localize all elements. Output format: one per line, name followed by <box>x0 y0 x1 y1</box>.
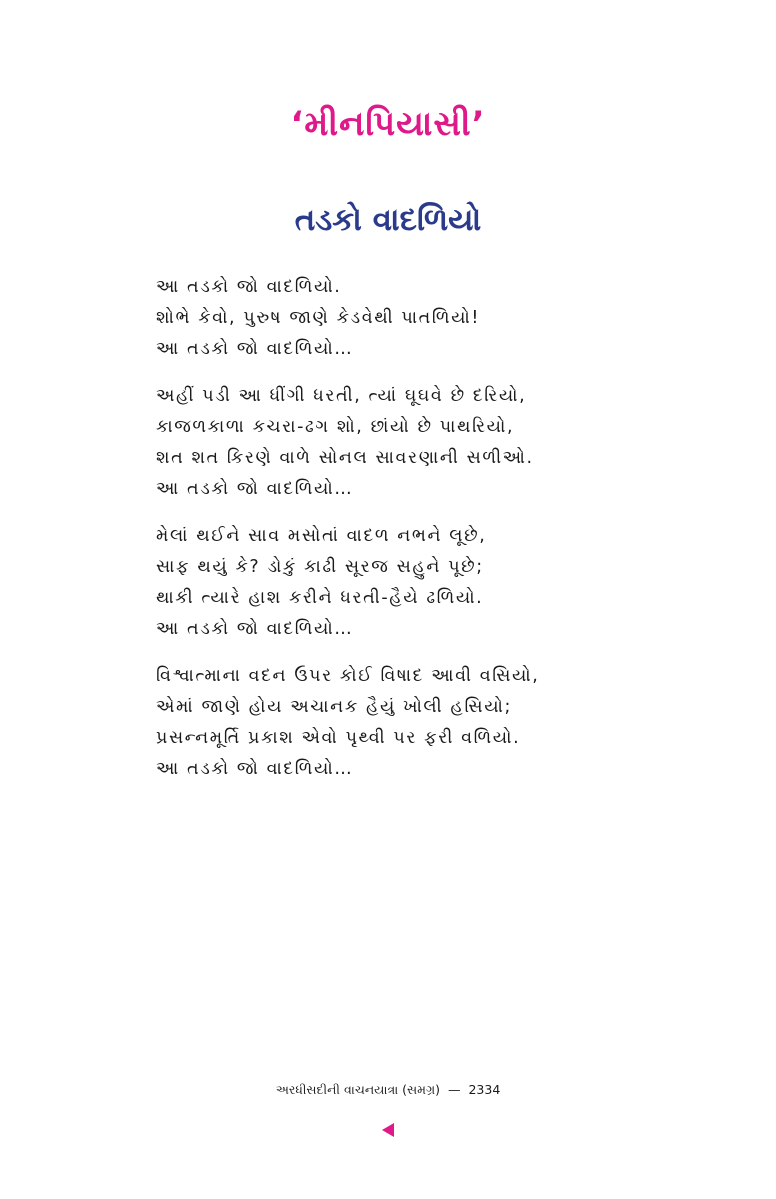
previous-page-arrow-icon[interactable] <box>382 1123 394 1137</box>
poem-line: એમાં જાણે હોય અચાનક હૈયું ખોલી હસિયો; <box>156 697 513 717</box>
poem-line: વિશ્વાત્માના વદન ઉપર કોઈ વિષાદ આવી વસિયો, <box>156 666 540 686</box>
poem-line: સાફ થયું કે? ડોકું કાઢી સૂરજ સહુને પૂછે; <box>156 557 484 577</box>
poem-line: અહીં પડી આ ધીંગી ધરતી, ત્યાં ઘૂઘવે છે દરિયો, <box>156 386 527 406</box>
page-number: 2334 <box>468 1082 501 1097</box>
poem-title: તડકો વાદળિયો <box>294 202 482 238</box>
poem-line: શત શત કિરણે વાળે સોનલ સાવરણાની સળીઓ. <box>156 448 534 468</box>
poem-body <box>156 272 616 801</box>
poem-line: આ તડકો જો વાદળિયો… <box>156 759 354 779</box>
poem-line: આ તડકો જો વાદળિયો… <box>156 479 354 499</box>
poem-line: આ તડકો જો વાદળિયો… <box>156 339 354 359</box>
poem-line: શોભે કેવો, પુરુષ જાણે કેડવેથી પાતળિયો! <box>156 308 481 328</box>
stanza-4 <box>156 661 616 785</box>
poem-line: આ તડકો જો વાદળિયો. <box>156 277 342 297</box>
stanza-1 <box>156 272 616 365</box>
page-footer <box>0 1082 776 1098</box>
stanza-2 <box>156 381 616 505</box>
author-name: ‘મીનપિયાસી’ <box>290 104 486 144</box>
poem-line: કાજળકાળા કચરા-ઢગ શો, છાંયો છે પાથરિયો, <box>156 417 515 437</box>
footer-separator: — <box>447 1082 461 1097</box>
poem-line: પ્રસન્નમૂર્તિ પ્રકાશ એવો પૃથ્વી પર ફરી વળિયો. <box>156 728 521 748</box>
poem-line: મેલાં થઈને સાવ મસોતાં વાદળ નભને લૂછે, <box>156 526 487 546</box>
stanza-3 <box>156 521 616 645</box>
book-title: અરધીસદીની વાચનયાત્રા (સમગ્ર) <box>275 1082 440 1097</box>
poem-line: થાકી ત્યારે હાશ કરીને ધરતી-હૈયે ઢળિયો. <box>156 588 484 608</box>
poem-line: આ તડકો જો વાદળિયો… <box>156 619 354 639</box>
